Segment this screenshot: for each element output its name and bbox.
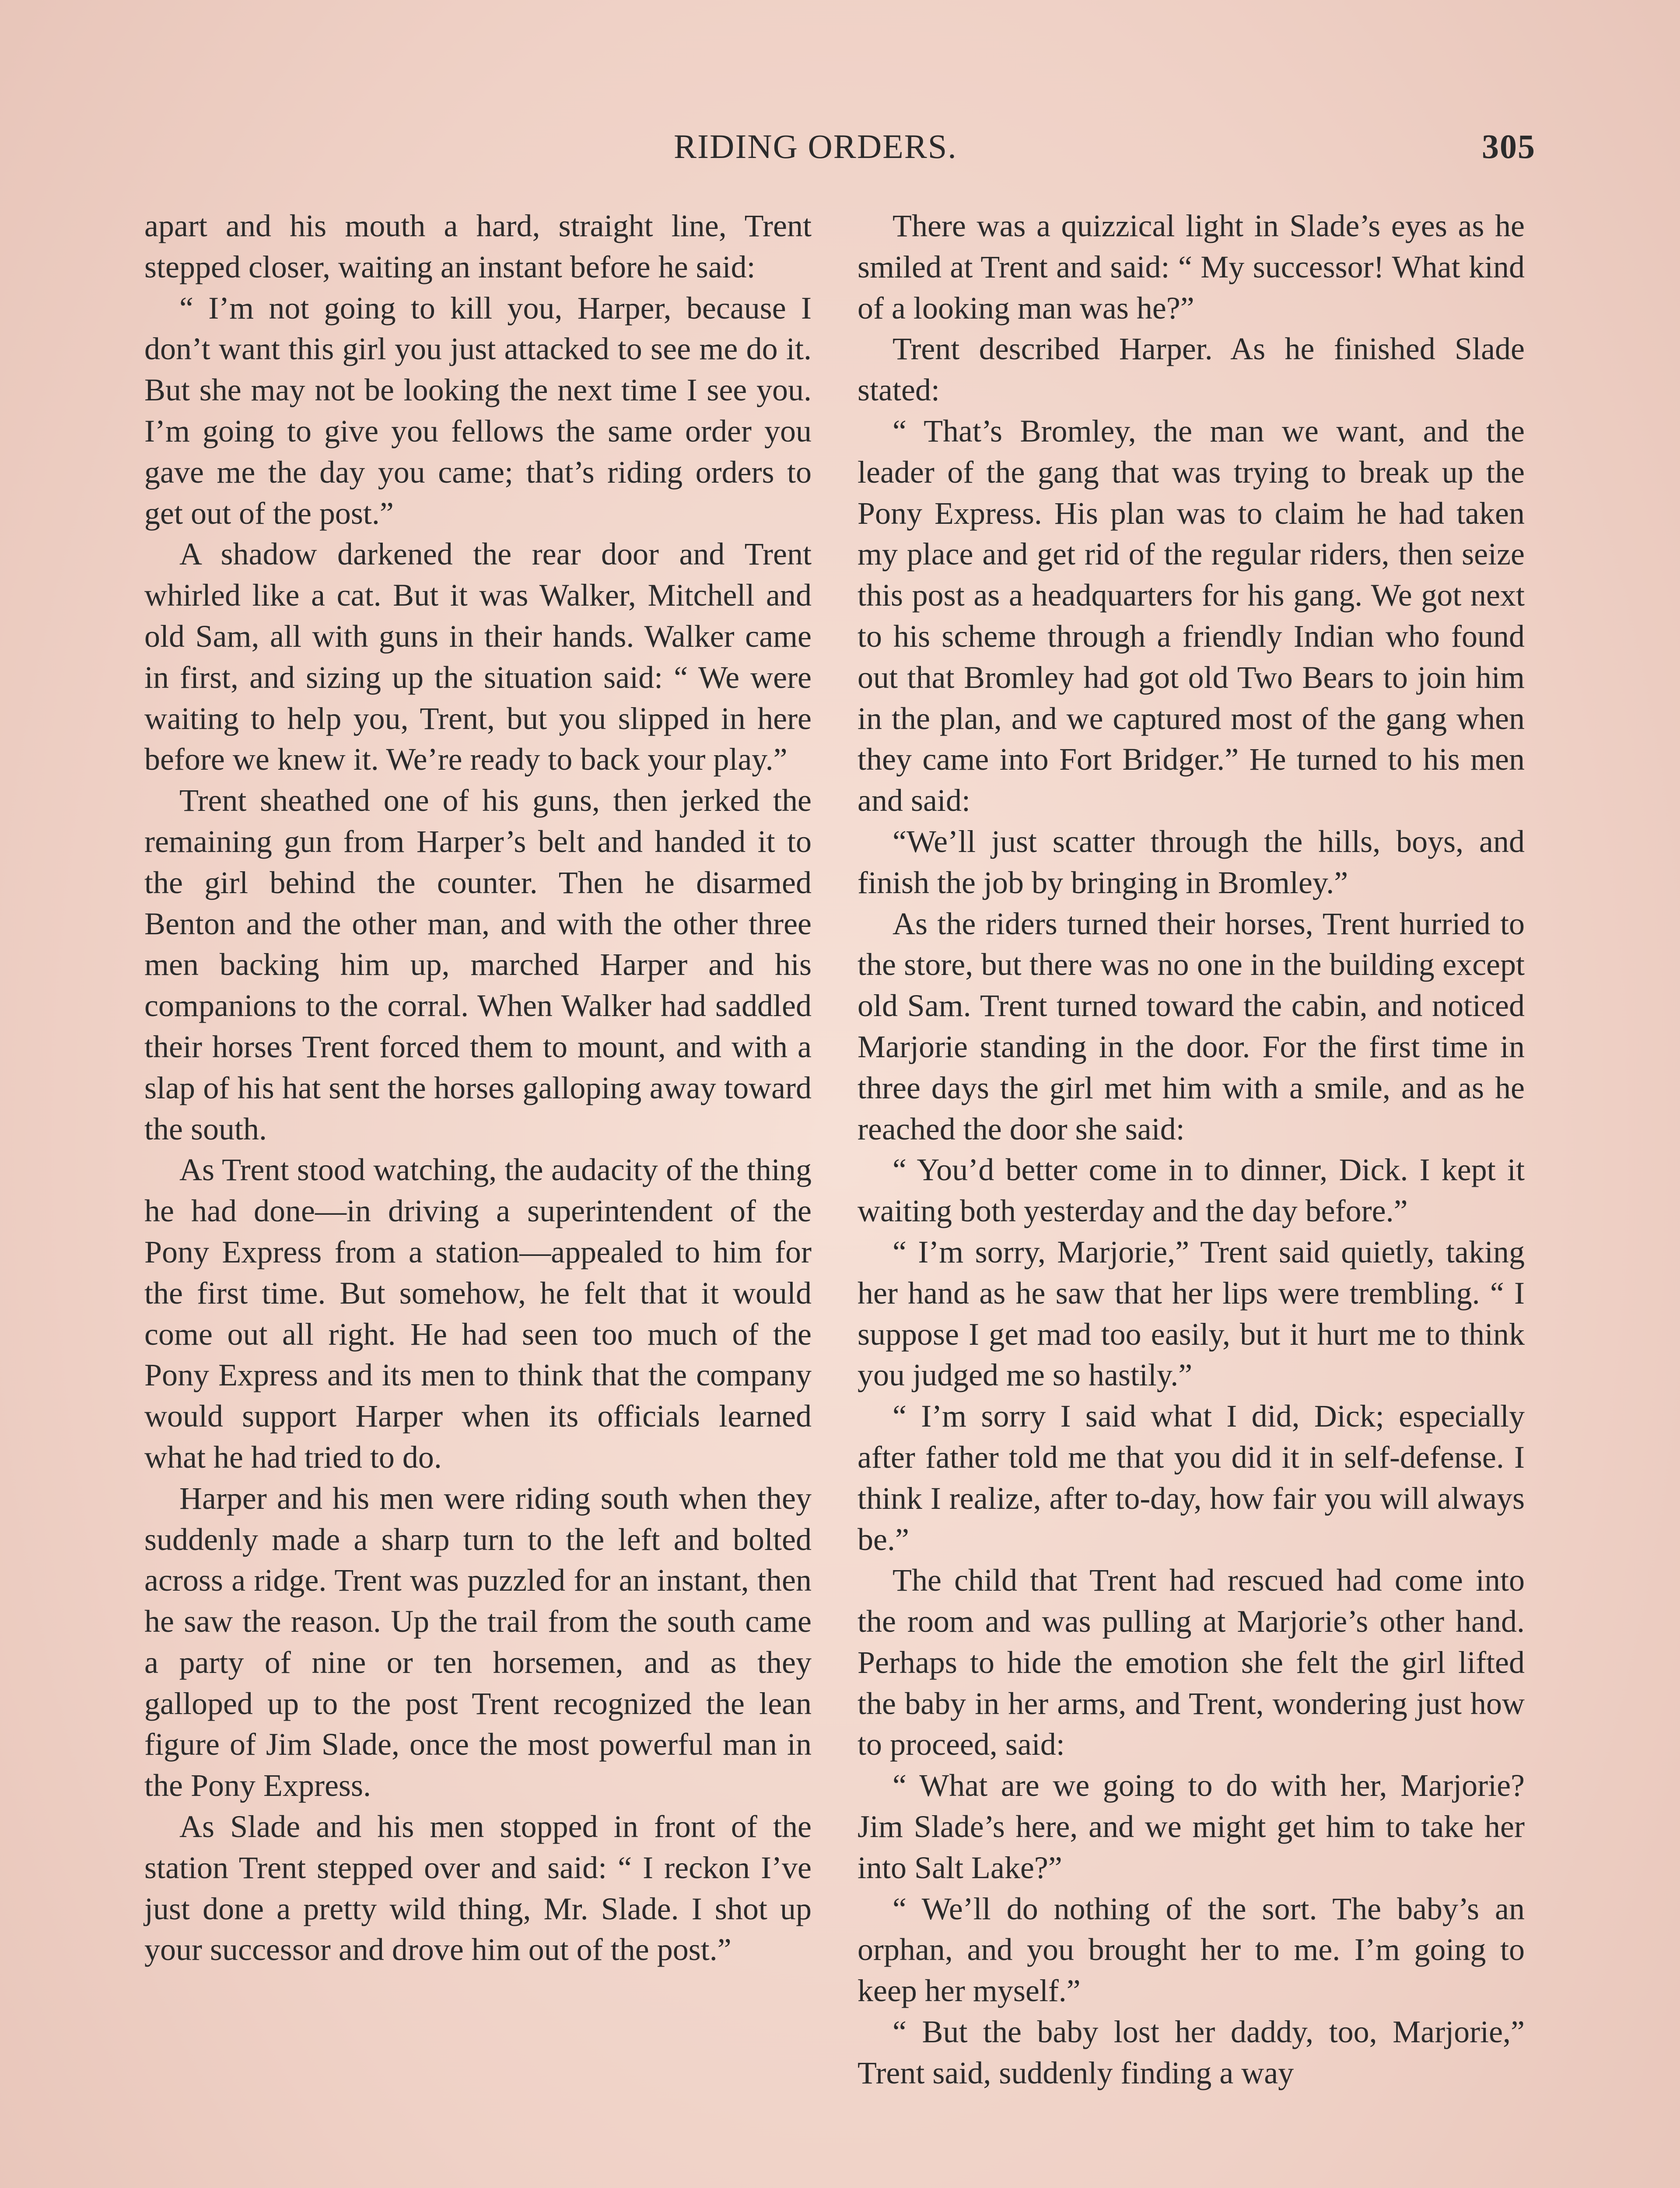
- paragraph: The child that Trent had rescued had come into the room and was pulling at Marjorie’s other hand. Perhaps to hide the emotion she felt the girl lifted the baby in her arms, and Trent, wondering just how to proceed, said:: [858, 1563, 1525, 1762]
- paragraph: Trent sheathed one of his guns, then jerked the remaining gun from Harper’s belt and handed it to the girl behind the counter. Then he disarmed Benton and the other man, and with the other three men backing him up, marched Harper and his companions to the corral. When Walker had saddled their horses Trent forced them to mount, and with a slap of his hat sent the horses galloping away toward the south.: [144, 783, 812, 1147]
- left-column: [144, 206, 812, 1971]
- page-number: 305: [1482, 127, 1536, 165]
- paragraph: Trent described Harper. As he finished Slade stated:: [858, 331, 1525, 408]
- paragraph: “ What are we going to do with her, Marjorie? Jim Slade’s here, and we might get him to take her into Salt Lake?”: [858, 1768, 1525, 1885]
- paragraph: There was a quizzical light in Slade’s eyes as he smiled at Trent and said: “ My successor! What kind of a looking man was he?”: [858, 208, 1525, 326]
- paragraph: Harper and his men were riding south when they suddenly made a sharp turn to the left and bolted across a ridge. Trent was puzzled for an instant, then he saw the reason. Up the trail from the south came a party of nine or ten horsemen, and as they galloped up to the post Trent recognized the lean figure of Jim Slade, once the most powerful man in the Pony Express.: [144, 1480, 812, 1803]
- paragraph: A shadow darkened the rear door and Trent whirled like a cat. But it was Walker, Mitchell and old Sam, all with guns in their hands. Walker came in first, and sizing up the situation said: “ We were waiting to help you, Trent, but you slipped in here before we knew it. We’re ready to back your play.”: [144, 536, 812, 777]
- paragraph: “We’ll just scatter through the hills, boys, and finish the job by bringing in Bromley.”: [858, 824, 1525, 900]
- paragraph: “ I’m sorry I said what I did, Dick; especially after father told me that you did it in self-defense. I think I realize, after to-day, how fair you will always be.”: [858, 1399, 1525, 1557]
- paragraph: “ That’s Bromley, the man we want, and the leader of the gang that was trying to break up the Pony Express. His plan was to claim he had taken my place and get rid of the regular riders, then seize this post as a headquarters for his gang. We got next to his scheme through a friendly Indian who found out that Bromley had got old Two Bears to join him in the plan, and we captured most of the gang when they came into Fort Bridger.” He turned to his men and said:: [858, 413, 1525, 818]
- paragraph: As Slade and his men stopped in front of the station Trent stepped over and said: “ I reckon I’ve just done a pretty wild thing, Mr. Slade. I shot up your successor and drove him out of the post.”: [144, 1809, 812, 1967]
- paragraph: “ I’m not going to kill you, Harper, because I don’t want this girl you just attacked to see me do it. But she may not be looking the next time I see you. I’m going to give you fellows the same order you gave me the day you came; that’s riding orders to get out of the post.”: [144, 290, 812, 531]
- paragraph: “ But the baby lost her daddy, too, Marjorie,” Trent said, suddenly finding a way: [858, 2014, 1525, 2090]
- right-column: [858, 206, 1525, 2094]
- paragraph: As the riders turned their horses, Trent hurried to the store, but there was no one in the building except old Sam. Trent turned toward the cabin, and noticed Marjorie standing in the door. For the first time in three days the girl met him with a smile, and as he reached the door she said:: [858, 906, 1525, 1147]
- paragraph: “ I’m sorry, Marjorie,” Trent said quietly, taking her hand as he saw that her lips were trembling. “ I suppose I get mad too easily, but it hurt me to think you judged me so hastily.”: [858, 1234, 1525, 1393]
- paragraph: “ We’ll do nothing of the sort. The baby’s an orphan, and you brought her to me. I’m going to keep her myself.”: [858, 1891, 1525, 2009]
- paragraph: As Trent stood watching, the audacity of the thing he had done—in driving a superintendent of the Pony Express from a station—appealed to him for the first time. But somehow, he felt that it would come out all right. He had seen too much of the Pony Express and its men to think that the company would support Harper when its officials learned what he had tried to do.: [144, 1152, 812, 1475]
- paragraph: apart and his mouth a hard, straight line, Trent stepped closer, waiting an instant before he said:: [144, 208, 812, 284]
- running-header: [674, 127, 1536, 175]
- paragraph: “ You’d better come in to dinner, Dick. I kept it waiting both yesterday and the day before.”: [858, 1152, 1525, 1229]
- running-title: RIDING ORDERS.: [674, 127, 957, 165]
